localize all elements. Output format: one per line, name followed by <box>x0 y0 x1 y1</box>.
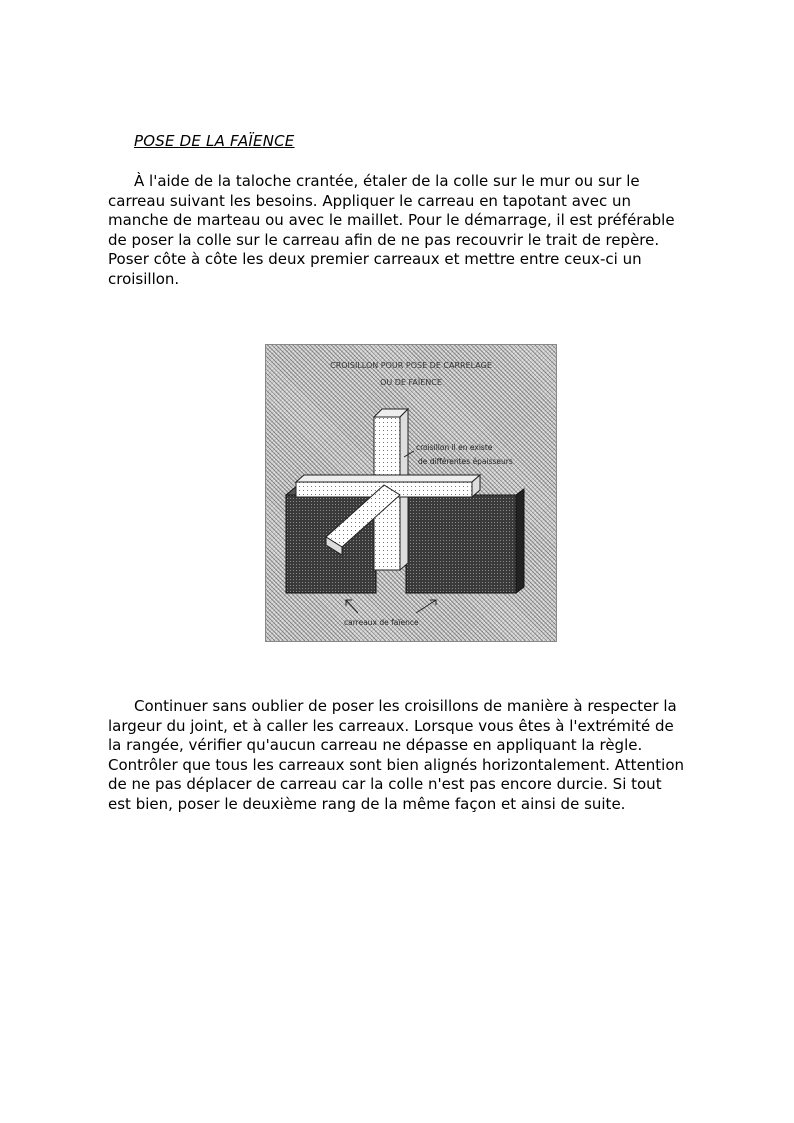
tile-right <box>406 489 524 593</box>
figure-title-line1: CROISILLON POUR POSE DE CARRELAGE <box>330 361 492 370</box>
figure-label-thickness: de différentes épaisseurs <box>418 457 513 466</box>
figure-title-line2: OU DE FAÏENCE <box>380 378 442 387</box>
section-heading: POSE DE LA FAÏENCE <box>134 132 295 150</box>
paragraph-continue: Continuer sans oublier de poser les croisillons de manière à respecter la largeur du joint, et à caller les carreaux. Lorsque vous êtes à l'extrémité de la rangée, vérifier qu'aucun carreau ne dépasse en appliquant la règle. Contrôler que tous les carreaux sont bien alignés horizontalement. Attention de ne pas déplacer de carreau car la colle n'est pas encore durcie. Si tout est bien, poser le deuxième rang de la même façon et ainsi de suite. <box>108 697 685 813</box>
croisillon-illustration <box>265 344 557 642</box>
figure-label-croisillon: croisillon il en existe <box>416 443 493 452</box>
croisillon-drawing <box>266 345 556 641</box>
paragraph-intro: À l'aide de la taloche crantée, étaler de la colle sur le mur ou sur le carreau suivant les besoins. Appliquer le carreau en tapotant avec un manche de marteau ou avec le maillet. Pour le démarrage, il est préférable de poser la colle sur le carreau afin de ne pas recouvrir le trait de repère. Poser côte à côte les deux premier carreaux et mettre entre ceux-ci un croisillon. <box>108 172 675 288</box>
figure-label-tiles: carreaux de faïence <box>344 618 419 627</box>
